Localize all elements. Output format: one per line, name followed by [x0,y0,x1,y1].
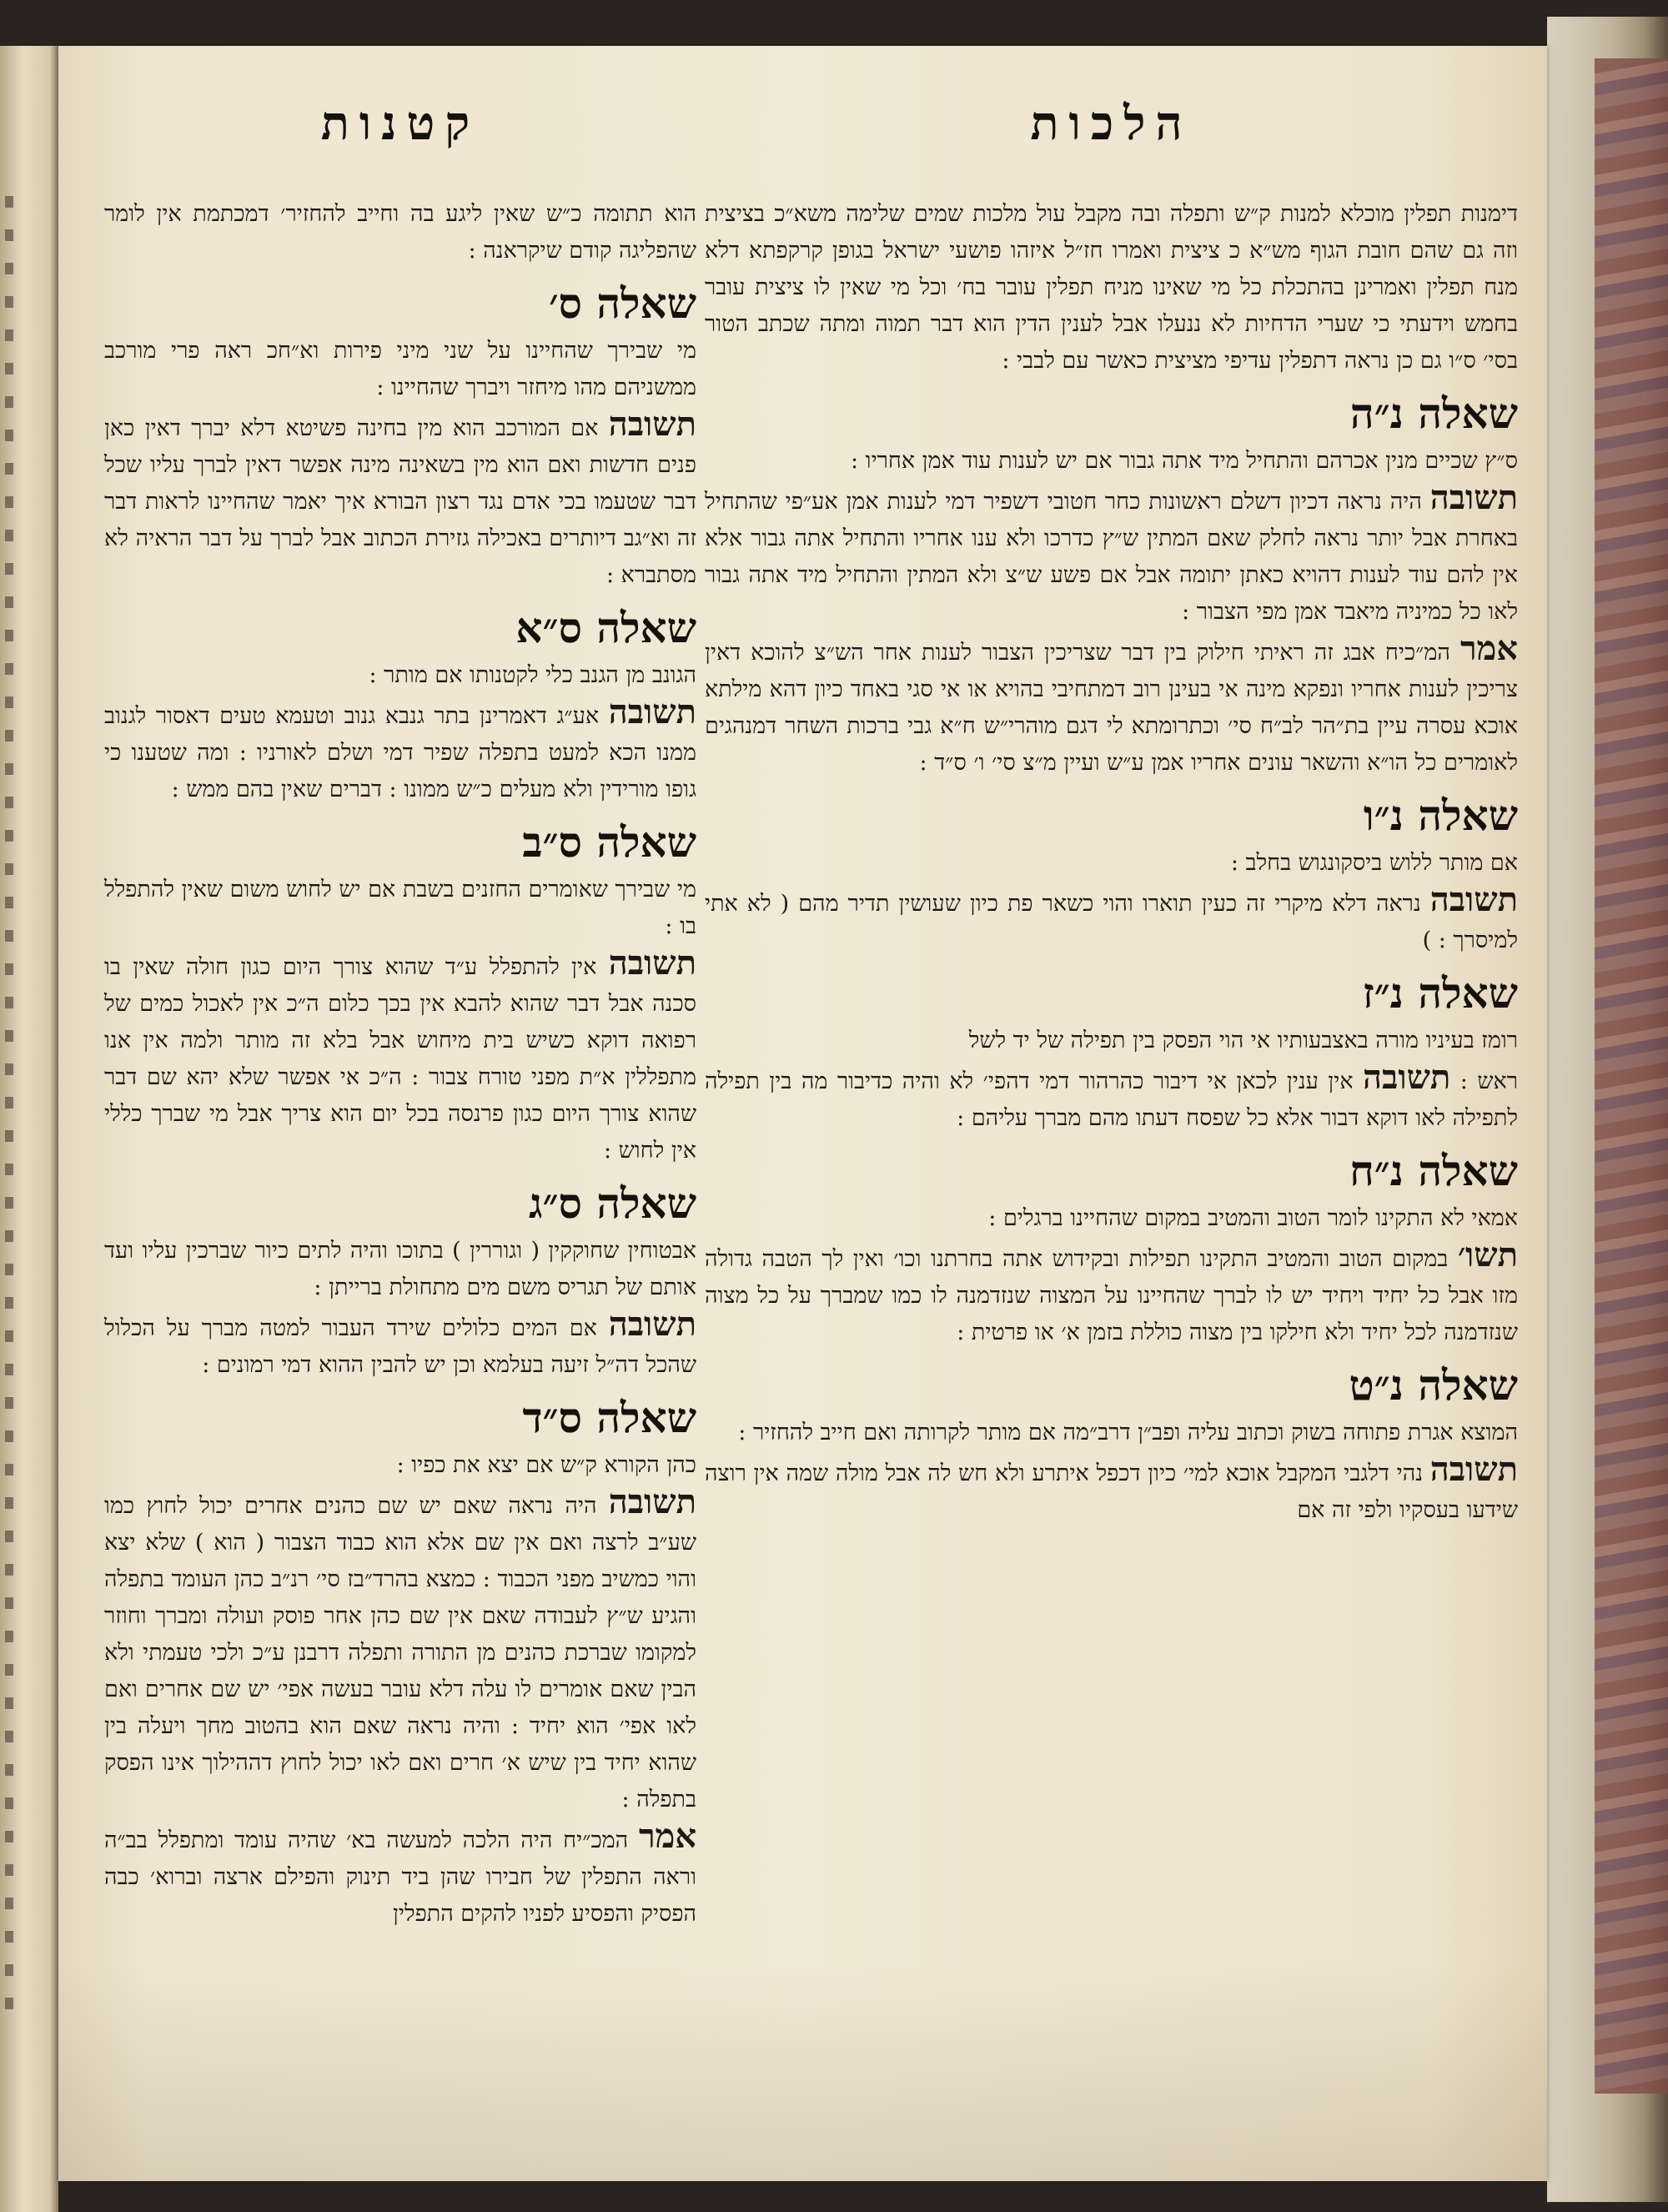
question-60-heading [104,276,696,331]
answer-61 [104,694,696,808]
amar-label: אמר [638,1817,696,1856]
answer-60 [104,406,696,594]
right-column [705,46,1518,1529]
question-55-heading [705,386,1518,441]
answer-text: היה נראה דכיון דשלם ראשונות כחר חטובי דשפיר דמי לענות אמן אע״פי שהתחיל באחרת אבל יותר נראה לחלק שאם המתין ש״ץ כדרכו ולא ענו אחריו והתחיל אתה גבור אלא אין להם עוד לענות דהויא כאתן יתומה אבל אם פשע ש״צ ולא המתין והתחיל מיד אתה גבור לאו כל כמיניה מיאבד אמן מפי הצבור : [705,489,1518,625]
question-61-heading [104,601,696,656]
question-64-heading [104,1390,696,1445]
question-63-text: אבטוחין שחוקקין ( וגוררין ) בתוכו והיה לתים כיור שברכין עליו ועד אותם של תגריס משם מים מתחולת ברייתן : [104,1238,696,1300]
answer-text: אין להתפלל ע״ד שהוא צורך היום כגון חולה שאין בו סכנה אבל דבר שהוא להבא אין בכך כלום ה״כ אין לאכול כמים של רפואה דוקא כשיש בית מיחוש אבל בלא זה מותר ולמה אין אנו מתפללין א״ת מפני טורח צבור : ה״כ אי אפשר שלא יהא שם דבר שהוא צורך היום כגון פרנסה בכל יום הוא צריך אבל מי שברך כללי אין לחוש : [104,954,696,1164]
answer-label: תשובה [608,405,696,444]
question-title: שאלה נ״ט [1349,1360,1518,1410]
answer-label: תשובה [608,692,696,731]
answer-label: תשובה [608,943,696,983]
answer-prefix: ראש : [1460,1068,1518,1094]
answer-label: תשובה [1429,1450,1518,1489]
question-63-heading [104,1176,696,1231]
question-57-text: רומז בעיניו מורה באצבעותיו אי הוי הפסק בין תפילה של יד לשל [968,1028,1518,1053]
answer-text: היה נראה שאם יש שם כהנים אחרים יכול לחוץ כמו שע״ב לרצה ואם אין שם אלא הוא כבוד הצבור ( הוא ) שלא יצא והוי כמשיב מפני הכבוד : כמצא בהרד״בז סי׳ רנ״ב כהן העומד בתפלה והגיע ש״ץ לעבודה שאם אין שם כהן אחר פוסק ועולה ומברך וחוזר למקומו שברכת כהנים מן התורה ותפלה דרבנן ע״כ ולכי טעמתי ולא הבין שאם אומרים לו עלה דלא עובר בעשה אפי׳ יש שם אחרים ואם לאו אפי׳ הוא יחיד : והיה נראה שאם הוא בהטוב מחך ויעלה בין שהוא יחיד בין שיש א׳ חרים ואם לאו יכול לחוץ דההילוך אינו הפסק בתפלה : [104,1493,696,1812]
answer-text: אם המים כלולים שירד העבור למטה מברך על הכלול שהכל דה״ל זיעה בעלמא וכן יש להבין ההוא דמי רמונים : [104,1315,696,1378]
question-title: שאלה ס״א [515,603,696,652]
answer-text: אם המורכב הוא מין בחינה פשיטא דלא יברך דאין כאן פנים חדשות ואם הוא מין בשאינה מינה אפשר דאין לברך עליו שכל דבר שטעמו בכי אדם נגד רצון הבורא איך יאמר שהחיינו לראות דבר זה וא״גב דיותרים באכילה גזירת הכתוב אבל לברך על דבר הראיה לא מסתברא : [104,415,696,588]
book-page [58,46,1547,2181]
answer-text: נראה דלא מיקרי זה כעין תוארו והוי כשאר פת כיון שעושין תדיר מהם ( לא אתי למיסרך : ) [705,891,1518,953]
answer-text: אע״ג דאמרינן בתר גנבא גנוב וטעמא טעים דאסור לגנוב ממנו הכא למעט בתפלה שפיר דמי ושלם לאורניו : ומה שטענו כי גופו מורידין ולא מעלים כ״ש ממונו : דברים שאין בהם ממש : [104,703,696,802]
answer-label: תשו׳ [1457,1235,1518,1274]
answer-57 [705,1059,1518,1137]
amar-64 [104,1818,696,1933]
question-55-text: ס״ץ שכיים מנין אכרהם והתחיל מיד אתה גבור אם יש לענות עוד אמן אחריו : [850,448,1518,474]
question-title: שאלה ס״ג [528,1179,696,1228]
question-61-text: הגונב מן הגנב כלי לקטנותו אם מותר : [369,662,696,688]
answer-56 [705,882,1518,959]
question-56-heading [705,788,1518,843]
question-64-text: כהן הקורא ק״ש אם יצא את כפיו : [396,1452,696,1478]
question-60-text: מי שבירך שהחיינו על שני מיני פירות וא״חכ ראה פרי מורכב ממשניהם מהו מיחזר ויברך שהחיינו : [104,338,696,400]
running-header-left: קטנות [320,96,480,151]
question-title: שאלה ס״ב [522,817,696,867]
question-title: שאלה נ״ח [1349,1146,1518,1195]
question-58-text: אמאי לא התקינו לומר הטוב והמטיב במקום שהחיינו ברגלים : [988,1205,1518,1231]
answer-text: אין ענין לכאן אי דיבור כהרהור דמי דהפי׳ לא והיה כדיבור מה בין תפילה לתפילה לאו דוקא דבור אלא כל שפסח דעתו מהם מברך עליהם : [705,1068,1518,1131]
marbled-book-edge [1595,58,1668,2094]
answer-59 [705,1451,1518,1529]
question-title: שאלה נ״ו [1363,791,1518,840]
answer-58 [705,1237,1518,1351]
answer-text: נהי דלגבי המקבל אוכא למי׳ כיון דכפל איתרע ולא חש לה אבל מולה שמה אין רוצה שידעו בעסקיו ולפי זה אם [705,1460,1518,1523]
answer-55 [705,480,1518,631]
question-56-text: אם מותר ללוש ביסקונגוש בחלב : [1230,850,1518,876]
answer-label: תשובה [1429,880,1518,919]
previous-page-edge [0,46,58,2212]
answer-label: תשובה [608,1482,696,1521]
intro-text: הוא תתומה כ״ש שאין ליגע בה וחייב להחזיר׳ דמכתמת אין לומר שהפליגה קודם שיקראנה : [104,201,696,264]
amar-text: המ״כיח אבג זה ראיתי חילוק בין דבר שצריכין הצבור לענות אחר הש״צ להוכא דאין צריכין לענות אחריו ונפקא מינה אי בעינן רוב דמתחיבי בהויא או אי סגי באחד כיון דהא מילתא אוכא עסרה עיין בת״הר לב״ח סי׳ וכתרומתא לי דגם מוהרי״ש ח״א גבי ברכות השחר דמנהגים לאומרים כל הו״א והשאר עונים אחריו אמן ע״ש ועיין מ״צ סי׳ ו׳ ס״ד : [705,640,1518,776]
answer-64 [104,1484,696,1818]
question-58-heading [705,1144,1518,1199]
question-62-text: מי שבירך שאומרים החזנים בשבת אם יש לחוש משום שאין להתפלל בו : [104,877,696,939]
question-title: שאלה נ״ז [1362,968,1518,1018]
question-62-heading [104,815,696,870]
question-59-text: המוצא אגרת פתוחה בשוק וכתוב עליה ופב״ן דרב״מה אם מותר לקרותה ואם חייב להחזיר : [738,1420,1518,1445]
question-title: שאלה נ״ה [1349,389,1518,438]
running-header-right: הלכות [1030,96,1193,151]
amar-55 [705,631,1518,782]
answer-label: תשובה [608,1305,696,1344]
amar-label: אמר [1460,629,1518,668]
amar-text: המכ״יח היה הלכה למעשה בא׳ שהיה עומד ומתפלל בב״ה וראה התפלין של חבירו שהן ביד תינוק והפילם ארצה וברוא׳ כבה הפסיק והפסיע לפניו להקים התפלין [104,1827,696,1927]
question-title: שאלה ס״ד [522,1393,696,1442]
question-59-heading [705,1358,1518,1413]
question-57-heading [705,966,1518,1021]
answer-63 [104,1306,696,1384]
answer-label: תשובה [1363,1058,1451,1097]
answer-label: תשובה [1429,478,1518,517]
answer-62 [104,945,696,1169]
left-column [104,46,696,1933]
question-title: שאלה ס׳ [548,279,696,328]
intro-text: דימנות תפלין מוכלא למנות ק״ש ותפלה ובה מקבל עול מלכות שמים שלימה משא״כ בציצית וזה גם שהם חובת הגוף מש״א כ ציצית ואמרו חז״ל איזהו פושעי ישראל בגופן קרקפתא דלא מנח תפלין ואמרינן בהתכלת כל מי שאינו מניח תפלין עובר בח׳ וכל מי שאין לו ציצית עובר בחמש וידעתי כי שערי הדחיות לא ננעלו אבל לענין הדין הוא דבר תמוה ומתה שכתב הטור בסי׳ ס״ו גם כן נראה דתפלין עדיפי מציצית כאשר עם לבבי : [705,201,1518,374]
answer-text: במקום הטוב והמטיב התקינו תפילות ובקידוש אתה בחרתנו וכו׳ ואין לך הטבה גדולה מזו אבל כל יחיד ויחיד יש לו לברך שהחיינו על המצוה שנזדמנה לו כמו שמברך על כל מצוה שנזדמנה לכל יחיד ולא חילקו בין מצוה כוללת בזמן א׳ או פרטית : [705,1246,1518,1345]
